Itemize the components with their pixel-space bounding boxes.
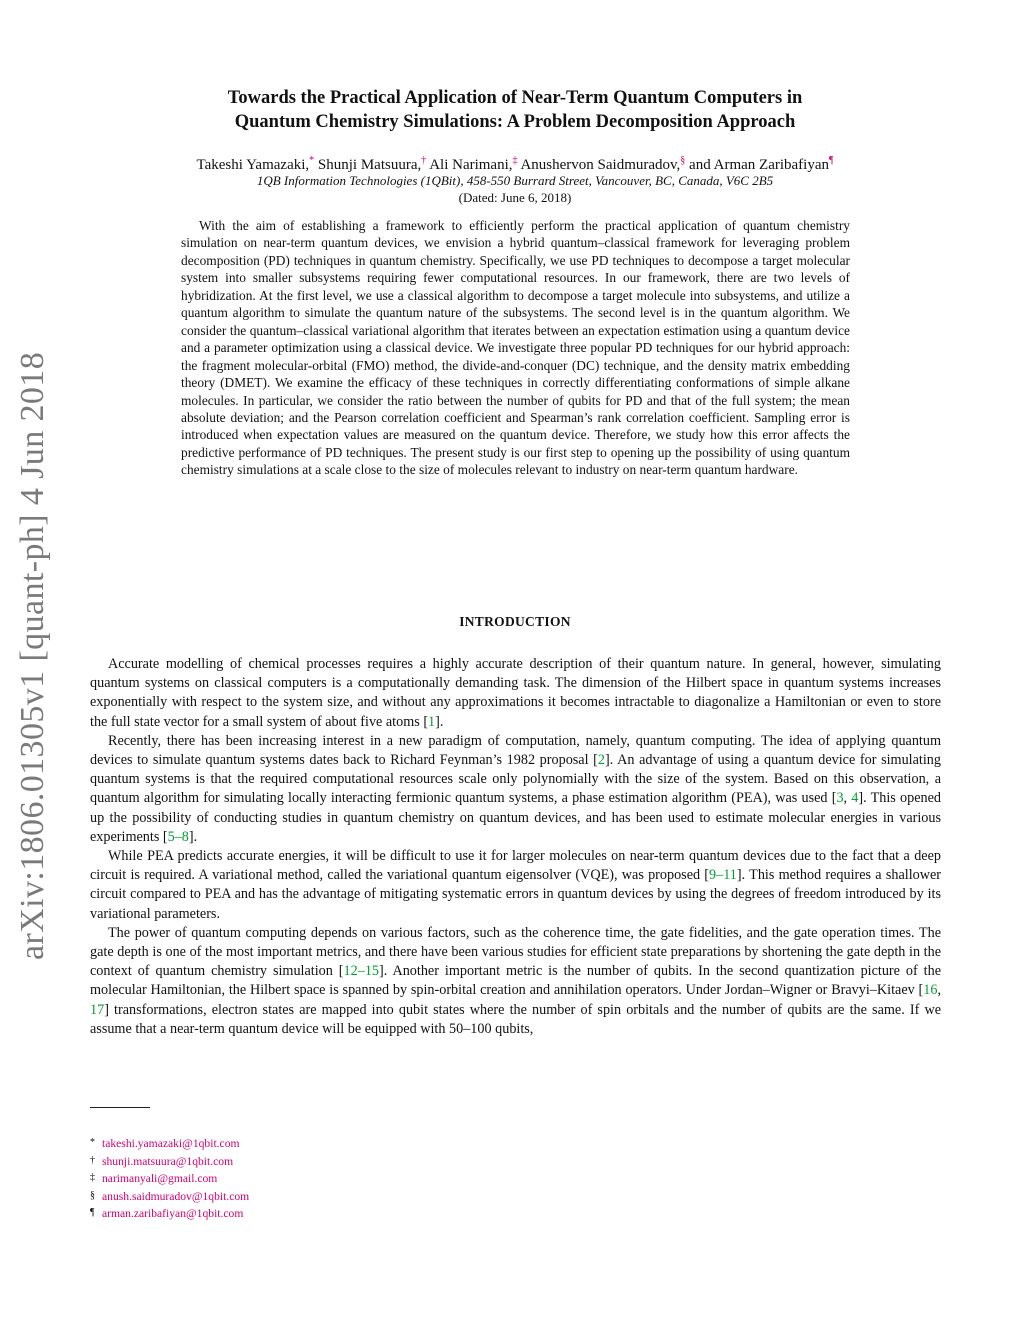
email-link[interactable]: anush.saidmuradov@1qbit.com (102, 1189, 250, 1203)
title-line-1: Towards the Practical Application of Near-Term Quantum Computers in (227, 88, 803, 108)
footnote (90, 1170, 490, 1188)
citation-link[interactable]: 17 (90, 1001, 105, 1018)
citation-link[interactable]: 12–15 (343, 963, 380, 980)
arxiv-identifier-stamp[interactable]: arXiv:1806.01305v1 [quant-ph] 4 Jun 2018 (14, 351, 51, 960)
footnote (90, 1153, 490, 1171)
citation-link[interactable]: 1 (428, 713, 436, 730)
introduction-body (90, 655, 941, 1039)
author-footnote-link[interactable]: § (680, 155, 686, 166)
citation-link[interactable]: 5–8 (167, 828, 189, 845)
paper-title (100, 86, 930, 134)
footnote-mark: ‡ (90, 1172, 95, 1184)
footnote-mark: † (90, 1154, 95, 1166)
title-line-2: Quantum Chemistry Simulations: A Problem Decomposition Approach (234, 112, 796, 132)
citation-link[interactable]: 4 (851, 790, 859, 807)
email-link[interactable]: shunji.matsuura@1qbit.com (102, 1154, 234, 1168)
paragraph-text: ]. Another important metric is the number of qubits. In the second quantization picture of the molecular Hamiltonian, the Hilbert space is spanned by spin-orbital creation and annihilation operators. Under Jordan–Wigner or Bravyi–Kitaev [ (90, 963, 941, 999)
author: and Arman Zaribafiyan (689, 157, 829, 173)
paragraph (90, 847, 941, 924)
footnote-mark: * (90, 1137, 95, 1148)
paragraph-text: ] transformations, electron states are mapped into qubit states where the number of spin orbitals and the number of qubits are the same. If we assume that a near-term quantum device will be equipped with 50–100 qubits, (90, 1001, 941, 1037)
author: Anushervon Saidmuradov, (520, 157, 681, 173)
author: Shunji Matsuura, (317, 157, 422, 173)
author-footnote-link[interactable]: ¶ (829, 155, 834, 166)
author-footnote-link[interactable]: * (309, 155, 315, 166)
section-heading-introduction: INTRODUCTION (459, 614, 571, 629)
paragraph-text: The power of quantum computing depends on various factors, such as the coherence time, the gate fidelities, and the gate operation times. The gate depth is one of the most important metrics, and there have been various studies for efficient state preparations by shortening the gate depth in the context of quantum chemistry simulation [ (90, 924, 941, 980)
footnote (90, 1188, 490, 1206)
paragraph-text: , (937, 982, 941, 999)
paragraph-text: ]. This method requires a shallower circuit compared to PEA and has the advantage of mitigating systematic errors in quantum devices by using the degrees of freedom introduced by its variational parameters. (90, 867, 941, 922)
footnote (90, 1205, 490, 1223)
paragraph-text: While PEA predicts accurate energies, it will be difficult to use it for larger molecules on near-term quantum devices due to the fact that a deep circuit is required. A variational method, called the variational quantum eigensolver (VQE), was proposed [ (90, 848, 941, 884)
paragraph-text: ]. (435, 713, 444, 730)
footnote-mark: ¶ (90, 1207, 95, 1219)
paragraph-text: Accurate modelling of chemical processes requires a highly accurate description of their quantum nature. In general, however, simulating quantum systems on classical computers is a computationally demanding task. The dimension of the Hilbert space in quantum systems increases exponentially with respect to the system size, and without any approximations it becomes intractable to diagonalize a Hamiltonian or even to store the full state vector for a small system of about five atoms [ (90, 656, 941, 730)
abstract: With the aim of establishing a framework to efficiently perform the practical application of quantum chemistry simulation on near-term quantum devices, we envision a hybrid quantum–classical framework for leveraging problem decomposition (PD) techniques in quantum chemistry. Specifically, we use PD techniques to decompose a target molecular system into smaller subsystems requiring fewer computational resources. In our framework, there are two levels of hybridization. At the first level, we use a classical algorithm to decompose a target molecule into subsystems, and utilize a quantum algorithm to simulate the quantum nature of the subsystems. The second level is in the quantum algorithm. We consider the quantum–classical variational algorithm that iterates between an expectation estimation using a quantum device and a parameter optimization using a classical device. We investigate three popular PD techniques for our hybrid approach: the fragment molecular-orbital (FMO) method, the divide-and-conquer (DC) technique, and the density matrix embedding theory (DMET). We examine the efficacy of these techniques in correctly differentiating conformations of simple alkane molecules. In particular, we consider the ratio between the number of qubits for PD and that of the full system; the mean absolute deviation; and the Pearson correlation coefficient and Spearman’s rank correlation coefficient. Sampling error is introduced when expectation values are measured on the quantum device. Therefore, we study how this error affects the predictive performance of PD techniques. The present study is our first step to opening up the possibility of using quantum chemistry simulations at a scale close to the size of molecules relevant to industry on near-term quantum hardware. (181, 218, 850, 478)
date-line: (Dated: June 6, 2018) (458, 190, 572, 205)
email-link[interactable]: arman.zaribafiyan@1qbit.com (102, 1207, 244, 1221)
author: Takeshi Yamazaki, (196, 157, 310, 173)
paragraph-text: ]. This opened up the possibility of conducting studies in quantum chemistry on quantum devices, and has been used to estimate molecular energies in various experiments [ (90, 790, 941, 845)
paragraph (90, 732, 941, 847)
citation-link[interactable]: 2 (597, 752, 605, 769)
email-link[interactable]: takeshi.yamazaki@1qbit.com (102, 1137, 240, 1150)
paragraph (90, 655, 941, 732)
footnote-mark: § (90, 1189, 95, 1201)
paragraph (90, 924, 941, 1039)
paragraph-text: , (843, 790, 852, 807)
citation-link[interactable]: 9–11 (709, 867, 737, 884)
email-link[interactable]: narimanyali@gmail.com (102, 1172, 218, 1186)
footnote-rule (90, 1107, 150, 1108)
author-footnote-link[interactable]: ‡ (512, 155, 518, 166)
citation-link[interactable]: 16 (923, 982, 938, 999)
affiliation: 1QB Information Technologies (1QBit), 458-550 Burrard Street, Vancouver, BC, Canada, V6C 2B5 (256, 173, 774, 188)
paragraph-text: Recently, there has been increasing interest in a new paradigm of computation, namely, quantum computing. The idea of applying quantum devices to simulate quantum systems dates back to Richard Feynman’s 1982 proposal [ (90, 732, 941, 769)
paragraph-text: ]. (188, 828, 198, 845)
footnote (90, 1135, 490, 1153)
footnotes (90, 1135, 490, 1223)
paragraph-text: ]. An advantage of using a quantum device for simulating quantum systems is that the required computational resources scale only polynomially with the size of the system. Based on this observation, a quantum algorithm for simulating locally interacting fermionic quantum systems, a phase estimation algorithm (PEA), was used [ (90, 752, 941, 807)
author: Ali Narimani, (429, 157, 513, 173)
author-footnote-link[interactable]: † (421, 155, 427, 166)
citation-link[interactable]: 3 (836, 790, 844, 807)
